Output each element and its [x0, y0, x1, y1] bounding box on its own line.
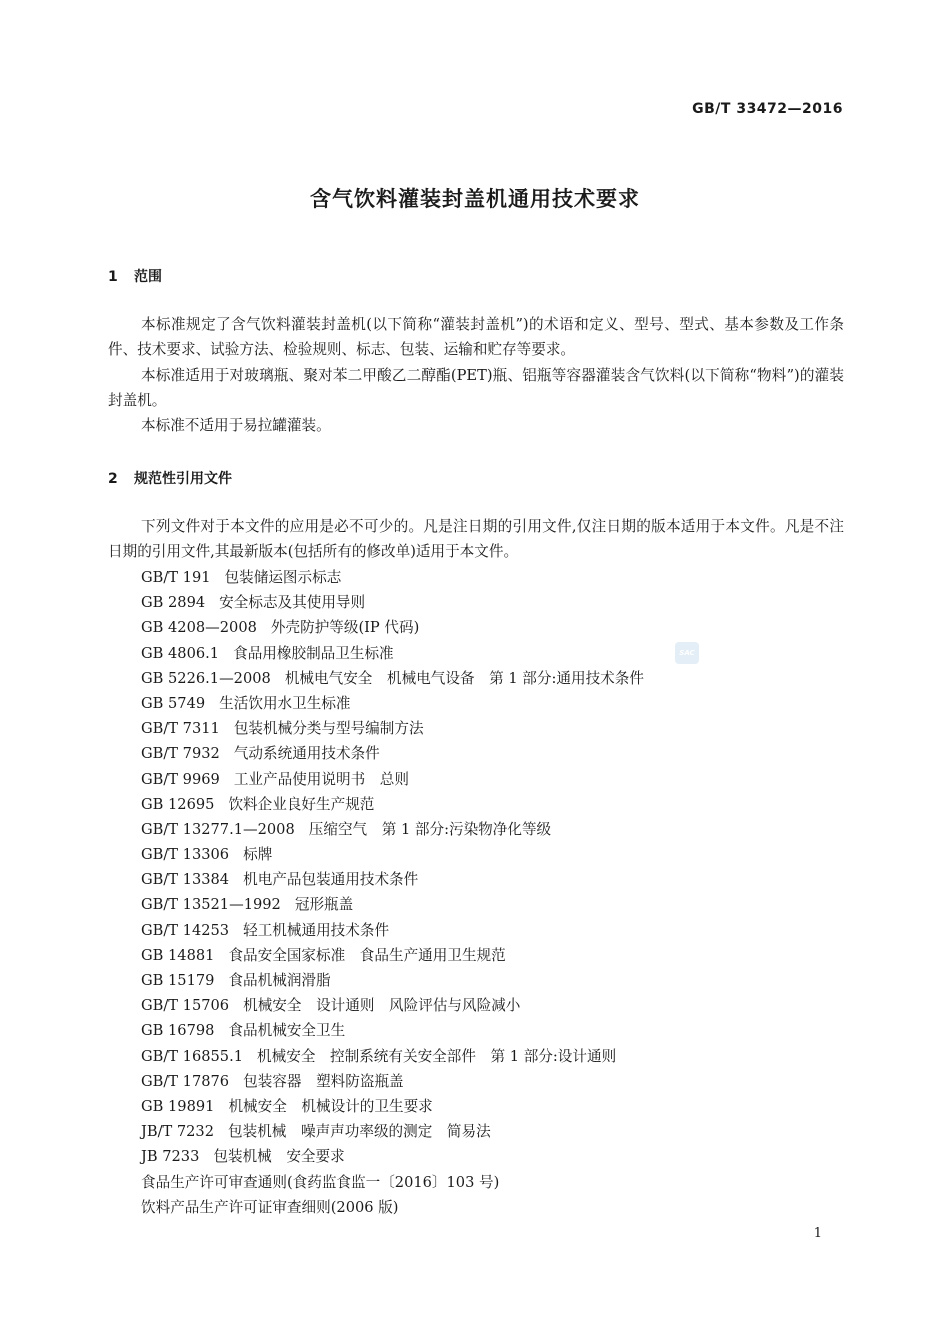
reference-item [141, 666, 644, 691]
reference-title: 机械安全 控制系统有关安全部件 第 1 部分:设计通则 [257, 1047, 617, 1065]
reference-item [141, 943, 644, 968]
reference-title: 机电产品包装通用技术条件 [243, 871, 419, 889]
reference-code: GB 14881 [141, 946, 215, 964]
reference-item [141, 716, 644, 741]
reference-item [141, 1119, 644, 1144]
reference-item [141, 892, 644, 917]
document-title: 含气饮料灌装封盖机通用技术要求 [310, 187, 640, 211]
reference-code: GB/T 13521—1992 [141, 896, 281, 914]
reference-item [141, 968, 644, 993]
reference-item [141, 1195, 644, 1220]
reference-code: JB/T 7232 [141, 1123, 215, 1141]
reference-code: GB/T 16855.1 [141, 1047, 244, 1065]
reference-title: 饮料产品生产许可证审查细则(2006 版) [141, 1198, 399, 1216]
reference-code: GB 19891 [141, 1097, 215, 1115]
reference-code: GB/T 14253 [141, 921, 230, 939]
reference-code: GB 2894 [141, 594, 206, 612]
reference-title: 外壳防护等级(IP 代码) [270, 619, 420, 637]
reference-code: GB/T 7932 [141, 745, 220, 763]
reference-title: 食品机械安全卫生 [228, 1022, 346, 1040]
reference-code: GB/T 7311 [141, 720, 220, 738]
section-1-number: 1 [108, 269, 118, 285]
scope-paragraph-3: 本标准不适用于易拉罐灌装。 [141, 417, 331, 434]
reference-title: 包装容器 塑料防盗瓶盖 [243, 1072, 404, 1090]
reference-title: 冠形瓶盖 [294, 896, 354, 914]
reference-title: 生活饮用水卫生标准 [219, 694, 351, 712]
reference-title: 标牌 [243, 846, 273, 864]
reference-item [141, 918, 644, 943]
reference-title: 包装机械分类与型号编制方法 [233, 720, 424, 738]
reference-title: 机械安全 机械设计的卫生要求 [228, 1097, 433, 1115]
reference-item [141, 641, 644, 666]
reference-item [141, 691, 644, 716]
reference-title: 食品机械润滑脂 [228, 972, 331, 989]
reference-code: GB/T 17876 [141, 1072, 230, 1090]
reference-title: 机械安全 设计通则 风险评估与风险减小 [243, 997, 521, 1015]
scope-paragraph-2: 本标准适用于对玻璃瓶、聚对苯二甲酸乙二醇酯(PET)瓶、铝瓶等容器灌装含气饮料(以下简称“物料”)的灌装封盖机。 [108, 367, 844, 409]
reference-title: 包装机械 噪声声功率级的测定 简易法 [228, 1123, 491, 1141]
reference-code: GB/T 15706 [141, 997, 230, 1015]
reference-code: GB 15179 [141, 972, 215, 989]
reference-code: GB/T 13306 [141, 846, 230, 864]
reference-list [141, 565, 644, 1220]
reference-title: 工业产品使用说明书 总则 [233, 770, 409, 788]
reference-item [141, 993, 644, 1018]
section-2-title: 规范性引用文件 [134, 471, 232, 487]
reference-item [141, 817, 644, 842]
reference-code: GB 12695 [141, 795, 215, 813]
references-intro: 下列文件对于本文件的应用是必不可少的。凡是注日期的引用文件,仅注日期的版本适用于本文件。凡是不注日期的引用文件,其最新版本(包括所有的修改单)适用于本文件。 [108, 518, 844, 560]
reference-item [141, 615, 644, 640]
reference-item [141, 590, 644, 615]
reference-title: 食品用橡胶制品卫生标准 [233, 644, 394, 662]
section-1-title: 范围 [134, 269, 162, 285]
reference-item [141, 1144, 644, 1169]
reference-code: GB/T 13277.1—2008 [141, 820, 295, 838]
standard-number: GB/T 33472—2016 [692, 101, 843, 117]
reference-title: 压缩空气 第 1 部分:污染物净化等级 [308, 820, 552, 838]
section-1-heading [108, 266, 162, 286]
reference-code: GB 5226.1—2008 [141, 669, 271, 687]
reference-code: GB/T 13384 [141, 871, 230, 889]
reference-title: 食品生产许可审查通则(食药监食监一〔2016〕103 号) [141, 1173, 500, 1191]
page-number: 1 [813, 1226, 822, 1241]
reference-item [141, 741, 644, 766]
scope-paragraph-1: 本标准规定了含气饮料灌装封盖机(以下简称“灌装封盖机”)的术语和定义、型号、型式、基本参数及工作条件、技术要求、试验方法、检验规则、标志、包装、运输和贮存等要求。 [108, 316, 844, 358]
reference-code: GB 5749 [141, 694, 206, 712]
reference-item [141, 867, 644, 892]
reference-title: 安全标志及其使用导则 [219, 594, 366, 612]
reference-item [141, 792, 644, 817]
reference-item [141, 842, 644, 867]
reference-code: JB 7233 [141, 1148, 200, 1166]
reference-code: GB 4208—2008 [141, 619, 257, 637]
reference-item [141, 1044, 644, 1069]
reference-item [141, 767, 644, 792]
section-2-number: 2 [108, 471, 118, 487]
reference-item [141, 1094, 644, 1119]
reference-title: 食品安全国家标准 食品生产通用卫生规范 [228, 946, 506, 964]
reference-code: GB 4806.1 [141, 644, 220, 662]
reference-code: GB/T 9969 [141, 770, 220, 788]
reference-title: 包装储运图示标志 [224, 569, 342, 586]
reference-item [141, 1069, 644, 1094]
reference-title: 气动系统通用技术条件 [233, 745, 380, 763]
sac-watermark: SAC [675, 642, 699, 664]
section-2-heading [108, 468, 232, 488]
reference-code: GB 16798 [141, 1022, 215, 1040]
reference-item [141, 1018, 644, 1043]
reference-item [141, 1170, 644, 1195]
reference-title: 饮料企业良好生产规范 [228, 795, 375, 813]
reference-title: 轻工机械通用技术条件 [243, 921, 390, 939]
reference-title: 机械电气安全 机械电气设备 第 1 部分:通用技术条件 [284, 669, 644, 687]
reference-title: 包装机械 安全要求 [213, 1148, 345, 1166]
reference-item [141, 565, 644, 590]
reference-code: GB/T 191 [141, 569, 211, 586]
